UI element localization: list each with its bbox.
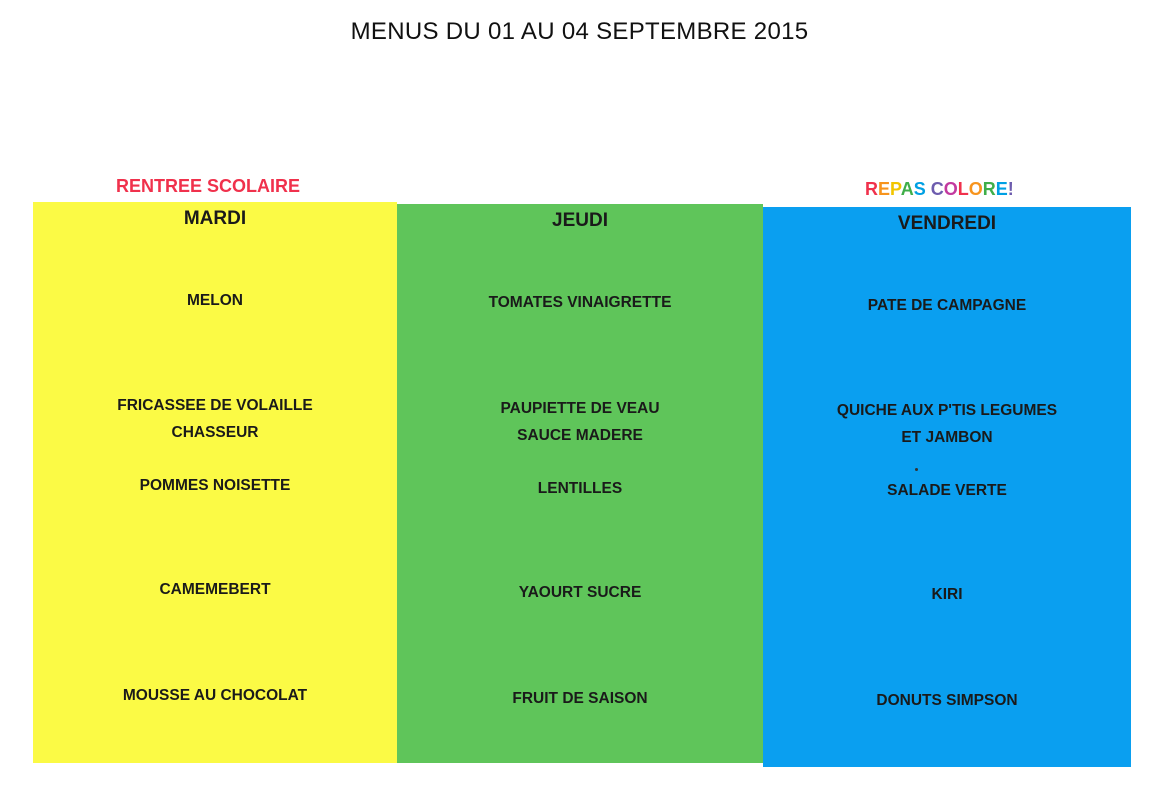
mardi-entree: MELON [187, 292, 243, 309]
repas-colore-letter: A [900, 179, 914, 199]
mardi-plat-line-1: FRICASSEE DE VOLAILLE [117, 397, 313, 414]
jeudi-plat-line-2: SAUCE MADERE [517, 427, 643, 444]
mardi-accompagnement: POMMES NOISETTE [139, 477, 291, 494]
jeudi-dessert: FRUIT DE SAISON [512, 690, 648, 707]
jeudi-plat-line-1: PAUPIETTE DE VEAU [500, 400, 660, 417]
mardi-plat-line-2: CHASSEUR [171, 424, 259, 441]
vendredi-plat-line-1: QUICHE AUX P'TIS LEGUMES [836, 402, 1058, 419]
vendredi-entree: PATE DE CAMPAGNE [867, 297, 1027, 314]
repas-colore-letter: R [865, 179, 878, 199]
page-title: MENUS DU 01 AU 04 SEPTEMBRE 2015 [350, 18, 809, 45]
repas-colore-letter: R [982, 179, 996, 199]
repas-colore-letter: O [943, 179, 958, 199]
repas-colore-label [865, 179, 1014, 200]
vendredi-day-header: VENDREDI [897, 213, 997, 234]
repas-colore-letter: ! [1007, 179, 1014, 199]
repas-colore-letter: O [968, 179, 983, 199]
repas-colore-letter: E [995, 179, 1008, 199]
mardi-fromage: CAMEMEBERT [159, 581, 271, 598]
vendredi-accompagnement: SALADE VERTE [887, 482, 1007, 499]
repas-colore-letter: E [878, 179, 891, 199]
rentree-scolaire-label: RENTREE SCOLAIRE [116, 176, 301, 196]
vendredi-plat-line-2: ET JAMBON [901, 429, 993, 446]
jeudi-fromage: YAOURT SUCRE [518, 584, 642, 601]
repas-colore-letter: C [930, 179, 944, 199]
repas-colore-letter: S [913, 179, 926, 199]
jeudi-column [397, 204, 763, 763]
mardi-day-header: MARDI [183, 208, 247, 229]
repas-colore-letter: L [957, 179, 969, 199]
mardi-dessert: MOUSSE AU CHOCOLAT [122, 687, 308, 704]
jeudi-day-header: JEUDI [552, 210, 608, 231]
repas-colore-letter: P [890, 179, 901, 199]
jeudi-accompagnement: LENTILLES [537, 480, 623, 497]
mardi-column [33, 202, 397, 763]
vendredi-fromage: KIRI [931, 586, 963, 603]
jeudi-entree: TOMATES VINAIGRETTE [488, 294, 672, 311]
stray-dot-mark [915, 468, 918, 471]
vendredi-dessert: DONUTS SIMPSON [876, 692, 1018, 709]
vendredi-column [763, 207, 1131, 767]
